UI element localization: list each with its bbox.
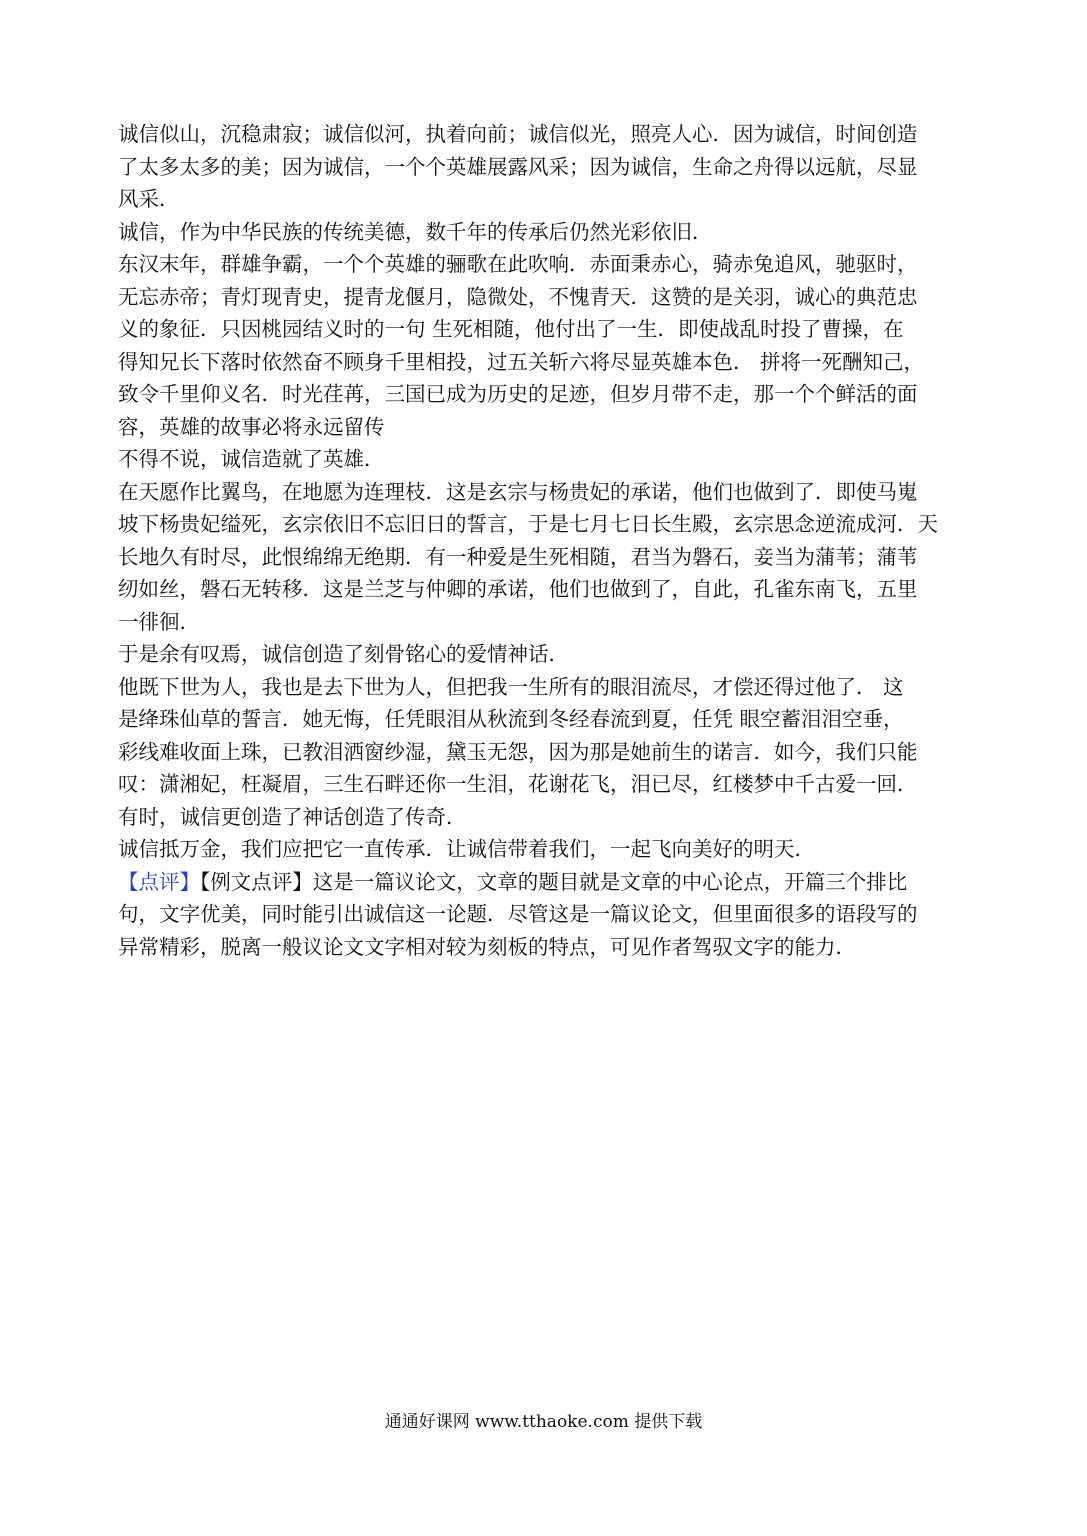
- text-line-18: 他既下世为人，我也是去下世为人，但把我一生所有的眼泪流尽，才偿还得过他了． 这: [118, 674, 904, 699]
- text-line-22: 有时，诚信更创造了神话创造了传奇．: [118, 804, 467, 829]
- text-line-11: 不得不说，诚信造就了英雄．: [118, 447, 385, 471]
- text-line-12: 在天愿作比翼鸟，在地愿为连理枝．这是玄宗与杨贵妃的承诺，他们也做到了．即使马嵬: [118, 479, 918, 504]
- comment-text-start: 【例文点评】这是一篇议论文，文章的题目就是文章的中心论点，开篇三个排比: [200, 869, 908, 894]
- text-line-2: 了太多太多的美；因为诚信，一个个英雄展露风采；因为诚信，生命之舟得以远航，尽显: [118, 154, 918, 179]
- text-line-21: 叹：潇湘妃，枉凝眉，三生石畔还你一生泪，花谢花飞，泪已尽，红楼梦中千古爱一回．: [118, 772, 918, 796]
- text-line-1: 诚信似山，沉稳肃寂；诚信似河，执着向前；诚信似光，照亮人心．因为诚信，时间创造: [118, 122, 918, 146]
- text-line-14: 长地久有时尽，此恨绵绵无绝期．有一种爱是生死相随，君当为磐石，妾当为蒲苇；蒲苇: [118, 544, 918, 569]
- text-line-3: 风采．: [118, 187, 180, 211]
- comment-tag: 【点评】: [118, 869, 200, 894]
- text-line-17: 于是余有叹焉，诚信创造了刻骨铭心的爱情神话．: [118, 642, 569, 666]
- comment-line-1: [118, 866, 970, 899]
- text-line-23: 诚信抵万金，我们应把它一直传承．让诚信带着我们，一起飞向美好的明天．: [118, 837, 815, 861]
- page-footer: 通通好课网 www.tthaoke.com 提供下载: [384, 1412, 703, 1432]
- text-line-13: 坡下杨贵妃缢死，玄宗依旧不忘旧日的誓言，于是七月七日长生殿，玄宗思念逆流成河．天: [118, 512, 938, 536]
- text-line-10: 容，英雄的故事必将永远留传: [118, 414, 385, 439]
- text-line-19: 是绛珠仙草的誓言．她无悔，任凭眼泪从秋流到冬经春流到夏，任凭 眼空蓄泪泪空垂，: [118, 707, 904, 731]
- comment-line-2: 句，文字优美，同时能引出诚信这一论题．尽管这是一篇议论文，但里面很多的语段写的: [118, 902, 918, 926]
- text-line-15: 纫如丝，磐石无转移．这是兰芝与仲卿的承诺，他们也做到了，自此，孔雀东南飞，五里: [118, 577, 918, 601]
- text-line-16: 一徘徊．: [118, 609, 200, 634]
- text-line-6: 无忘赤帝；青灯现青史，提青龙偃月，隐微处，不愧青天．这赞的是关羽，诚心的典范忠: [118, 284, 918, 309]
- text-line-8: 得知兄长下落时依然奋不顾身千里相投，过五关斩六将尽显英雄本色． 拼将一死酬知己，: [118, 349, 925, 374]
- text-line-9: 致令千里仰义名．时光荏苒，三国已成为历史的足迹，但岁月带不走，那一个个鲜活的面: [118, 382, 918, 406]
- article-body: [118, 118, 970, 963]
- text-line-4: 诚信，作为中华民族的传统美德，数千年的传承后仍然光彩依旧．: [118, 219, 713, 244]
- comment-line-3: 异常精彩，脱离一般议论文文字相对较为刻板的特点，可见作者驾驭文字的能力．: [118, 934, 856, 959]
- text-line-5: 东汉末年，群雄争霸，一个个英雄的骊歌在此吹响．赤面秉赤心，骑赤兔追风，驰驱时，: [118, 252, 918, 276]
- text-line-7: 义的象征．只因桃园结义时的一句 生死相随，他付出了一生．即使战乱时投了曹操，在: [118, 317, 904, 341]
- text-line-20: 彩线难收面上珠，已教泪洒窗纱湿，黛玉无怨，因为那是她前生的诺言．如今，我们只能: [118, 739, 918, 764]
